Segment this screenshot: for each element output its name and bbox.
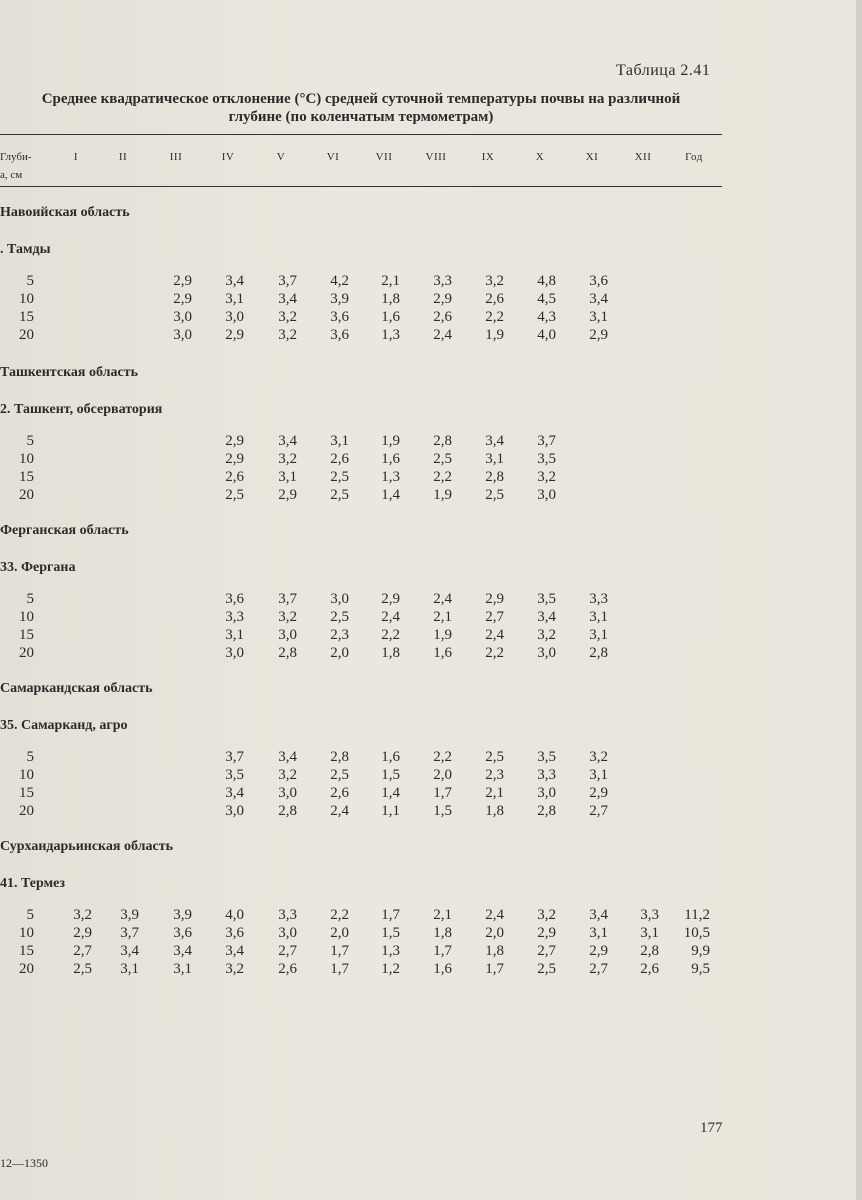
table-cell: 2,4 xyxy=(433,591,452,607)
table-cell: 1,9 xyxy=(433,487,452,503)
table-cell: 2,7 xyxy=(278,943,297,959)
table-cell: 3,5 xyxy=(225,767,244,783)
table-cell: 3,4 xyxy=(485,433,504,449)
table-cell: 2,9 xyxy=(225,433,244,449)
table-cell: 3,1 xyxy=(278,469,297,485)
table-cell: 2,2 xyxy=(433,469,452,485)
table-cell: 3,3 xyxy=(589,591,608,607)
table-cell: 3,0 xyxy=(278,785,297,801)
region-heading: Навоийская область xyxy=(0,205,130,220)
table-cell: 1,8 xyxy=(381,645,400,661)
table-cell: 2,7 xyxy=(589,803,608,819)
table-cell: 2,9 xyxy=(537,925,556,941)
table-cell: 2,9 xyxy=(485,591,504,607)
page-edge xyxy=(856,0,862,1200)
table-cell: 1,3 xyxy=(381,943,400,959)
table-cell: 3,9 xyxy=(173,907,192,923)
table-cell: 3,0 xyxy=(173,327,192,343)
table-cell: 3,6 xyxy=(589,273,608,289)
depth-header-line-2: а, см xyxy=(0,169,23,181)
region-heading: Самаркандская область xyxy=(0,681,153,696)
table-cell: 2,8 xyxy=(485,469,504,485)
depth-label: 20 xyxy=(19,645,34,661)
table-cell: 2,0 xyxy=(330,925,349,941)
table-cell: 2,1 xyxy=(433,907,452,923)
table-title xyxy=(0,90,722,126)
depth-label: 5 xyxy=(26,907,34,923)
depth-label: 10 xyxy=(19,291,34,307)
table-cell: 3,7 xyxy=(120,925,139,941)
table-cell: 2,7 xyxy=(589,961,608,977)
table-cell: 2,6 xyxy=(225,469,244,485)
table-cell: 3,2 xyxy=(589,749,608,765)
header-bottom-rule xyxy=(0,186,722,187)
table-cell: 2,4 xyxy=(485,627,504,643)
table-cell: 3,6 xyxy=(225,925,244,941)
table-cell: 3,1 xyxy=(120,961,139,977)
table-cell: 2,6 xyxy=(330,785,349,801)
table-cell: 3,4 xyxy=(120,943,139,959)
table-cell: 3,0 xyxy=(537,487,556,503)
table-cell: 3,0 xyxy=(225,803,244,819)
table-cell: 2,1 xyxy=(433,609,452,625)
depth-label: 20 xyxy=(19,327,34,343)
table-cell: 2,9 xyxy=(589,327,608,343)
table-cell: 3,2 xyxy=(537,907,556,923)
title-line-2: глубине (по коленчатым термометрам) xyxy=(228,109,494,125)
table-cell: 2,5 xyxy=(330,487,349,503)
table-cell: 2,9 xyxy=(173,273,192,289)
table-cell: 2,3 xyxy=(485,767,504,783)
table-cell: 2,9 xyxy=(433,291,452,307)
table-cell: 2,7 xyxy=(485,609,504,625)
table-cell: 1,2 xyxy=(381,961,400,977)
table-cell: 3,1 xyxy=(173,961,192,977)
table-cell: 1,9 xyxy=(433,627,452,643)
table-cell: 2,8 xyxy=(278,803,297,819)
table-cell: 3,4 xyxy=(225,273,244,289)
table-cell: 3,9 xyxy=(330,291,349,307)
region-heading: Ферганская область xyxy=(0,523,129,538)
table-cell: 3,2 xyxy=(278,309,297,325)
table-cell: 2,0 xyxy=(485,925,504,941)
depth-label: 5 xyxy=(26,749,34,765)
table-cell: 11,2 xyxy=(684,907,710,923)
table-cell: 2,5 xyxy=(537,961,556,977)
table-cell: 3,0 xyxy=(225,309,244,325)
table-cell: 9,5 xyxy=(691,961,710,977)
table-cell: 2,3 xyxy=(330,627,349,643)
table-cell: 4,8 xyxy=(537,273,556,289)
table-cell: 2,2 xyxy=(485,309,504,325)
station-heading: 35. Самарканд, агро xyxy=(0,718,128,733)
table-cell: 1,8 xyxy=(485,943,504,959)
title-line-1: Среднее квадратическое отклонение (°С) средней суточной температуры почвы на различной xyxy=(41,91,681,107)
table-cell: 1,9 xyxy=(381,433,400,449)
table-cell: 1,9 xyxy=(485,327,504,343)
table-cell: 1,7 xyxy=(330,943,349,959)
header-top-rule xyxy=(0,134,722,135)
month-header-10: XI xyxy=(585,151,599,163)
table-cell: 3,3 xyxy=(433,273,452,289)
table-cell: 3,6 xyxy=(225,591,244,607)
table-cell: 1,6 xyxy=(381,749,400,765)
table-cell: 3,1 xyxy=(589,627,608,643)
table-cell: 2,8 xyxy=(330,749,349,765)
table-cell: 3,4 xyxy=(278,433,297,449)
table-cell: 2,1 xyxy=(485,785,504,801)
table-cell: 2,5 xyxy=(485,749,504,765)
table-cell: 3,4 xyxy=(225,943,244,959)
table-cell: 3,2 xyxy=(73,907,92,923)
table-cell: 2,9 xyxy=(73,925,92,941)
table-cell: 2,1 xyxy=(381,273,400,289)
table-cell: 3,0 xyxy=(537,785,556,801)
table-cell: 2,6 xyxy=(330,451,349,467)
depth-label: 10 xyxy=(19,451,34,467)
table-cell: 2,4 xyxy=(433,327,452,343)
table-cell: 1,4 xyxy=(381,785,400,801)
table-cell: 3,1 xyxy=(225,291,244,307)
table-cell: 1,7 xyxy=(485,961,504,977)
table-cell: 2,9 xyxy=(173,291,192,307)
table-cell: 3,3 xyxy=(640,907,659,923)
table-cell: 10,5 xyxy=(683,925,710,941)
depth-label: 5 xyxy=(26,273,34,289)
month-header-11: XII xyxy=(634,151,652,163)
table-cell: 2,8 xyxy=(537,803,556,819)
depth-label: 20 xyxy=(19,803,34,819)
month-header-5: VI xyxy=(326,151,340,163)
table-cell: 1,3 xyxy=(381,327,400,343)
table-cell: 3,2 xyxy=(278,767,297,783)
month-header-2: III xyxy=(169,151,183,163)
table-cell: 3,6 xyxy=(330,309,349,325)
depth-label: 5 xyxy=(26,433,34,449)
table-cell: 2,6 xyxy=(433,309,452,325)
table-cell: 1,8 xyxy=(485,803,504,819)
table-cell: 3,0 xyxy=(330,591,349,607)
table-cell: 3,2 xyxy=(278,327,297,343)
table-cell: 3,4 xyxy=(589,291,608,307)
month-header-6: VII xyxy=(375,151,393,163)
table-cell: 2,6 xyxy=(640,961,659,977)
table-cell: 3,5 xyxy=(537,451,556,467)
table-cell: 3,1 xyxy=(640,925,659,941)
month-header-0: I xyxy=(73,151,79,163)
table-cell: 3,2 xyxy=(537,469,556,485)
table-cell: 1,5 xyxy=(381,925,400,941)
table-cell: 2,9 xyxy=(589,785,608,801)
table-cell: 2,5 xyxy=(225,487,244,503)
table-label: Таблица 2.41 xyxy=(616,62,711,79)
table-cell: 3,4 xyxy=(225,785,244,801)
table-cell: 3,6 xyxy=(330,327,349,343)
station-heading: 2. Ташкент, обсерватория xyxy=(0,402,163,417)
month-header-12: Год xyxy=(685,151,703,163)
table-cell: 3,0 xyxy=(278,925,297,941)
table-cell: 1,6 xyxy=(433,961,452,977)
table-cell: 1,7 xyxy=(330,961,349,977)
month-header-7: VIII xyxy=(425,151,447,163)
table-cell: 2,9 xyxy=(278,487,297,503)
table-cell: 3,2 xyxy=(537,627,556,643)
depth-label: 15 xyxy=(19,469,34,485)
depth-label: 10 xyxy=(19,767,34,783)
table-cell: 1,3 xyxy=(381,469,400,485)
month-header-9: X xyxy=(535,151,545,163)
table-cell: 2,4 xyxy=(381,609,400,625)
table-cell: 1,4 xyxy=(381,487,400,503)
table-cell: 2,7 xyxy=(73,943,92,959)
table-cell: 3,6 xyxy=(173,925,192,941)
table-cell: 2,8 xyxy=(278,645,297,661)
table-cell: 2,7 xyxy=(537,943,556,959)
table-cell: 3,0 xyxy=(173,309,192,325)
table-cell: 3,0 xyxy=(225,645,244,661)
table-cell: 3,9 xyxy=(120,907,139,923)
table-cell: 3,1 xyxy=(589,767,608,783)
region-heading: Сурхандарьинская область xyxy=(0,839,173,854)
depth-label: 15 xyxy=(19,785,34,801)
region-heading: Ташкентская область xyxy=(0,365,138,380)
table-cell: 2,5 xyxy=(485,487,504,503)
depth-label: 15 xyxy=(19,943,34,959)
table-cell: 3,3 xyxy=(278,907,297,923)
table-cell: 4,5 xyxy=(537,291,556,307)
table-cell: 2,2 xyxy=(330,907,349,923)
station-heading: . Тамды xyxy=(0,242,51,257)
table-cell: 4,0 xyxy=(537,327,556,343)
table-cell: 4,2 xyxy=(330,273,349,289)
table-cell: 2,6 xyxy=(278,961,297,977)
depth-label: 10 xyxy=(19,609,34,625)
table-cell: 2,8 xyxy=(433,433,452,449)
month-header-8: IX xyxy=(481,151,495,163)
table-cell: 2,0 xyxy=(433,767,452,783)
table-cell: 2,9 xyxy=(225,327,244,343)
table-cell: 3,0 xyxy=(537,645,556,661)
table-cell: 1,6 xyxy=(381,309,400,325)
table-cell: 2,4 xyxy=(485,907,504,923)
table-cell: 1,7 xyxy=(381,907,400,923)
table-cell: 3,0 xyxy=(278,627,297,643)
table-cell: 3,4 xyxy=(537,609,556,625)
table-cell: 3,1 xyxy=(589,925,608,941)
table-cell: 2,0 xyxy=(330,645,349,661)
table-cell: 1,5 xyxy=(381,767,400,783)
table-cell: 3,5 xyxy=(537,591,556,607)
depth-header-line-1: Глуби- xyxy=(0,151,32,163)
page-number: 177 xyxy=(700,1120,723,1136)
table-cell: 3,3 xyxy=(225,609,244,625)
table-cell: 1,7 xyxy=(433,785,452,801)
month-header-1: II xyxy=(118,151,128,163)
table-cell: 2,8 xyxy=(589,645,608,661)
station-heading: 33. Фергана xyxy=(0,560,76,575)
month-header-4: V xyxy=(276,151,286,163)
table-cell: 2,2 xyxy=(433,749,452,765)
table-cell: 2,2 xyxy=(381,627,400,643)
table-cell: 4,3 xyxy=(537,309,556,325)
table-cell: 3,1 xyxy=(225,627,244,643)
table-cell: 3,4 xyxy=(278,749,297,765)
station-heading: 41. Термез xyxy=(0,876,65,891)
table-cell: 2,6 xyxy=(485,291,504,307)
table-cell: 1,8 xyxy=(381,291,400,307)
depth-label: 15 xyxy=(19,309,34,325)
table-cell: 2,8 xyxy=(640,943,659,959)
table-cell: 3,2 xyxy=(278,451,297,467)
table-cell: 3,3 xyxy=(537,767,556,783)
table-cell: 2,5 xyxy=(433,451,452,467)
table-cell: 2,9 xyxy=(225,451,244,467)
table-cell: 3,1 xyxy=(330,433,349,449)
table-cell: 3,1 xyxy=(589,309,608,325)
table-cell: 4,0 xyxy=(225,907,244,923)
depth-label: 20 xyxy=(19,961,34,977)
depth-label: 5 xyxy=(26,591,34,607)
table-cell: 2,5 xyxy=(330,767,349,783)
table-cell: 3,7 xyxy=(225,749,244,765)
depth-column-header xyxy=(0,148,32,184)
table-cell: 3,1 xyxy=(589,609,608,625)
table-cell: 2,9 xyxy=(589,943,608,959)
table-cell: 1,7 xyxy=(433,943,452,959)
table-cell: 3,4 xyxy=(278,291,297,307)
table-cell: 3,2 xyxy=(225,961,244,977)
table-cell: 3,2 xyxy=(485,273,504,289)
table-cell: 3,1 xyxy=(485,451,504,467)
table-cell: 1,1 xyxy=(381,803,400,819)
table-cell: 2,4 xyxy=(330,803,349,819)
table-cell: 2,5 xyxy=(73,961,92,977)
table-cell: 3,7 xyxy=(278,273,297,289)
table-cell: 1,6 xyxy=(381,451,400,467)
depth-label: 20 xyxy=(19,487,34,503)
table-cell: 1,5 xyxy=(433,803,452,819)
month-header-3: IV xyxy=(221,151,235,163)
table-cell: 3,2 xyxy=(278,609,297,625)
table-cell: 3,4 xyxy=(173,943,192,959)
depth-label: 10 xyxy=(19,925,34,941)
table-cell: 9,9 xyxy=(691,943,710,959)
table-cell: 2,5 xyxy=(330,469,349,485)
depth-label: 15 xyxy=(19,627,34,643)
table-cell: 3,7 xyxy=(537,433,556,449)
table-cell: 3,7 xyxy=(278,591,297,607)
table-cell: 3,4 xyxy=(589,907,608,923)
print-code: 12—1350 xyxy=(0,1156,48,1170)
table-cell: 1,6 xyxy=(433,645,452,661)
table-cell: 2,5 xyxy=(330,609,349,625)
table-cell: 2,9 xyxy=(381,591,400,607)
table-cell: 2,2 xyxy=(485,645,504,661)
table-cell: 3,5 xyxy=(537,749,556,765)
table-cell: 1,8 xyxy=(433,925,452,941)
